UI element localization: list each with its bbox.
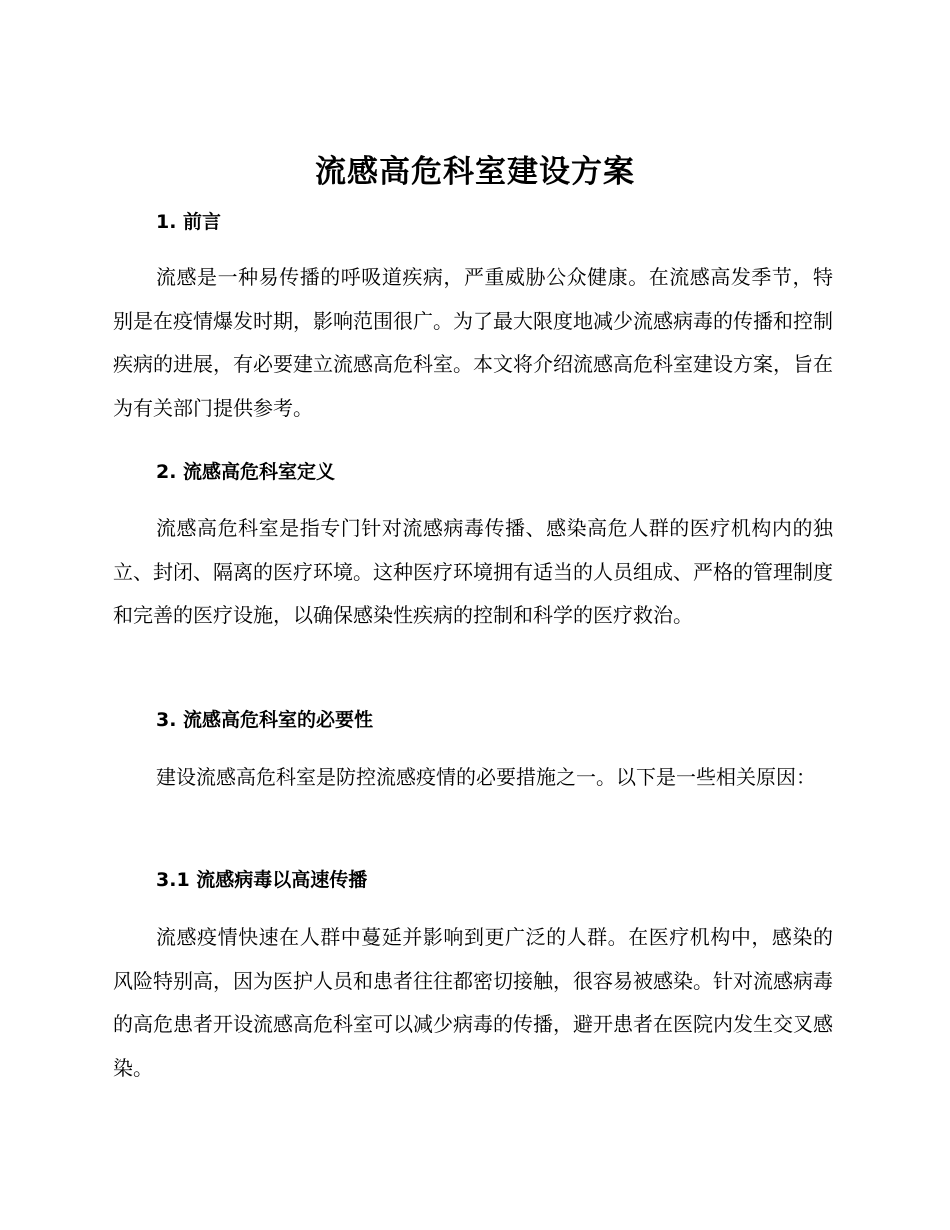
subsection-heading-rapid-spread: 3.1 流感病毒以高速传播	[156, 869, 368, 891]
section-body-necessity: 建设流感高危科室是防控流感疫情的必要措施之一。以下是一些相关原因：	[156, 765, 816, 789]
section-body-definition: 流感高危科室是指专门针对流感病毒传播、感染高危人群的医疗机构内的独立、封闭、隔离的医疗环境。这种医疗环境拥有适当的人员组成、严格的管理制度和完善的医疗设施，以确保感染性疾病的控制和科学的医疗救治。	[113, 516, 833, 627]
section-body-preface: 流感是一种易传播的呼吸道疾病，严重威胁公众健康。在流感高发季节，特别是在疫情爆发时期，影响范围很广。为了最大限度地减少流感病毒的传播和控制疾病的进展，有必要建立流感高危科室。本文将介绍流感高危科室建设方案，旨在为有关部门提供参考。	[113, 265, 833, 420]
section-heading-definition: 2. 流感高危科室定义	[156, 461, 336, 483]
document-title: 流感高危科室建设方案	[315, 154, 635, 190]
section-heading-preface: 1. 前言	[156, 211, 222, 233]
section-heading-necessity: 3. 流感高危科室的必要性	[156, 709, 374, 731]
subsection-body-rapid-spread: 流感疫情快速在人群中蔓延并影响到更广泛的人群。在医疗机构中，感染的风险特别高，因为医护人员和患者往往都密切接触，很容易被感染。针对流感病毒的高危患者开设流感高危科室可以减少病毒的传播，避开患者在医院内发生交叉感染。	[113, 925, 833, 1080]
